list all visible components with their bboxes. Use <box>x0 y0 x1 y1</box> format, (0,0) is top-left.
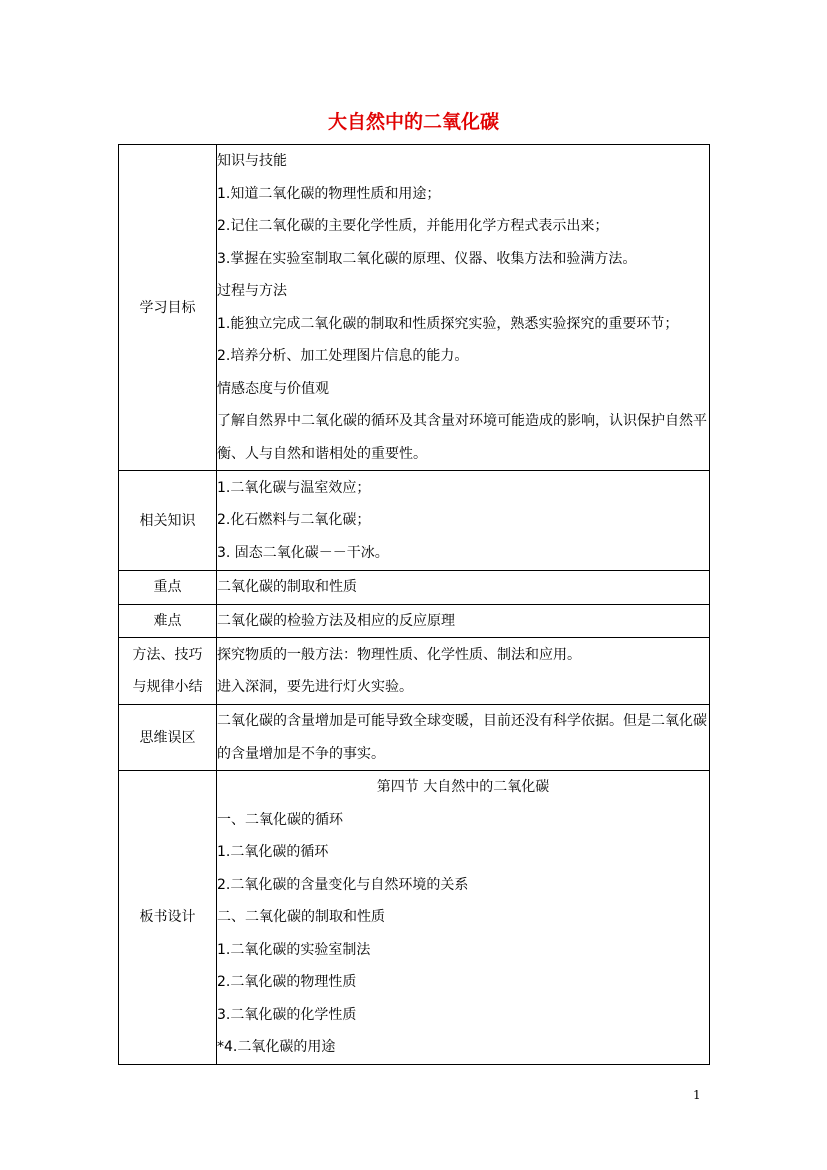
row-label-misconceptions: 思维误区 <box>119 705 217 771</box>
row-content-methods <box>217 638 710 705</box>
row-label-related: 相关知识 <box>119 471 217 571</box>
board-heading: 第四节 大自然中的二氧化碳 <box>376 779 550 795</box>
table-row-misconceptions <box>119 705 710 771</box>
row-content-goals <box>217 145 710 471</box>
related-line: 2.化石燃料与二氧化碳； <box>217 512 371 529</box>
board-line: 一、二氧化碳的循环 <box>217 811 343 828</box>
goal-line: 3.掌握在实验室制取二氧化碳的原理、仪器、收集方法和验满方法。 <box>217 250 637 267</box>
row-content-difficulty <box>217 604 710 638</box>
board-line: *4.二氧化碳的用途 <box>217 1039 336 1055</box>
board-line: 二、二氧化碳的制取和性质 <box>217 909 385 925</box>
goal-line: 1.知道二氧化碳的物理性质和用途； <box>217 185 441 202</box>
row-label-difficulty: 难点 <box>119 604 217 638</box>
row-label-board: 板书设计 <box>119 771 217 1065</box>
methods-line: 探究物质的一般方法：物理性质、化学性质、制法和应用。 <box>217 646 581 663</box>
table-row-focus <box>119 571 710 605</box>
subheading-knowledge-skills: 知识与技能 <box>217 153 287 169</box>
table-row-difficulty <box>119 604 710 638</box>
board-line: 3.二氧化碳的化学性质 <box>217 1006 357 1023</box>
row-content-board <box>217 771 710 1065</box>
row-content-related <box>217 471 710 571</box>
board-line: 1.二氧化碳的循环 <box>217 844 329 860</box>
table-row-goals <box>119 145 710 471</box>
methods-label-line: 与规律小结 <box>132 679 203 695</box>
subheading-attitudes-values: 情感态度与价值观 <box>217 380 329 397</box>
goal-line: 2.记住二氧化碳的主要化学性质，并能用化学方程式表示出来； <box>217 218 609 234</box>
table-row-methods <box>119 638 710 705</box>
focus-text: 二氧化碳的制取和性质 <box>217 579 357 595</box>
table-row-related <box>119 471 710 571</box>
row-content-misconceptions <box>217 705 710 771</box>
misconceptions-text: 二氧化碳的含量增加是可能导致全球变暖，目前还没有科学依据。但是二氧化碳的含量增加是不争的事实。 <box>217 713 707 762</box>
page-number: 1 <box>693 1088 701 1102</box>
row-label-goals: 学习目标 <box>119 145 217 471</box>
row-label-methods <box>119 638 217 705</box>
board-line: 2.二氧化碳的物理性质 <box>217 974 357 990</box>
table-row-board <box>119 771 710 1065</box>
difficulty-text: 二氧化碳的检验方法及相应的反应原理 <box>217 612 455 629</box>
page-title: 大自然中的二氧化碳 <box>327 111 499 133</box>
lesson-plan-table <box>118 144 710 1065</box>
related-line: 1.二氧化碳与温室效应； <box>217 479 371 496</box>
methods-line: 进入深洞，要先进行灯火实验。 <box>217 679 413 695</box>
row-label-focus: 重点 <box>119 571 217 605</box>
board-line: 2.二氧化碳的含量变化与自然环境的关系 <box>217 876 469 893</box>
goal-line: 1.能独立完成二氧化碳的制取和性质探究实验，熟悉实验探究的重要环节； <box>217 315 679 332</box>
related-line: 3. 固态二氧化碳－－干冰。 <box>217 544 389 561</box>
row-content-focus <box>217 571 710 605</box>
methods-label-line: 方法、技巧 <box>132 647 203 663</box>
subheading-process-methods: 过程与方法 <box>217 283 287 299</box>
goal-line: 2.培养分析、加工处理图片信息的能力。 <box>217 348 469 364</box>
board-line: 1.二氧化碳的实验室制法 <box>217 941 371 958</box>
goal-paragraph: 了解自然界中二氧化碳的循环及其含量对环境可能造成的影响，认识保护自然平衡、人与自然和谐相处的重要性。 <box>217 413 707 462</box>
